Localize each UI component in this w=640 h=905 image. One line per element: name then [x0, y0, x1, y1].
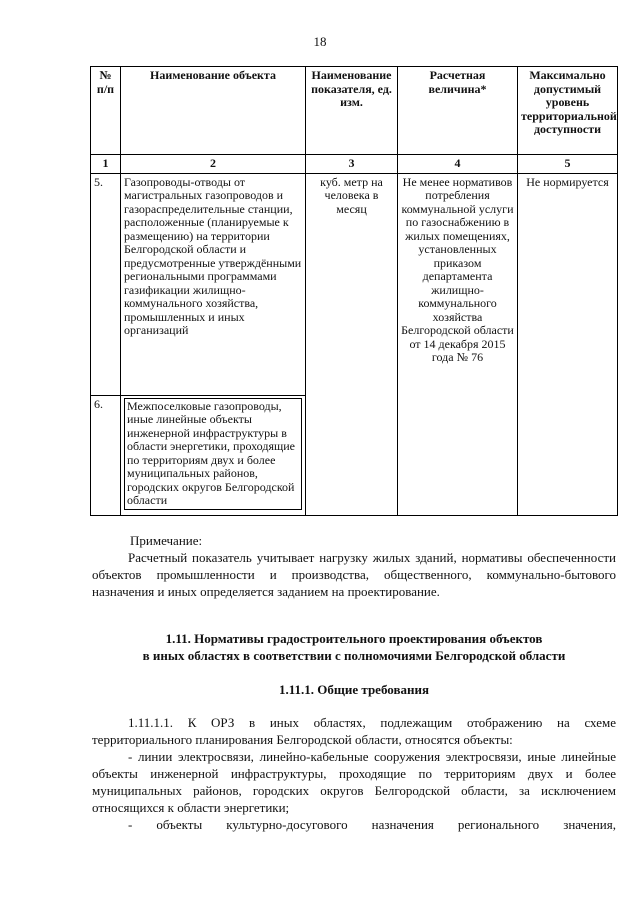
- object-name: [121, 395, 306, 515]
- section-heading: [92, 630, 616, 664]
- note-section: [92, 532, 616, 600]
- list-item: - объекты культурно-досугового назначения регионального значения,: [128, 817, 616, 832]
- column-number: 2: [121, 155, 306, 174]
- body-text: [92, 714, 616, 833]
- paragraph: 1.11.1.1. К ОРЗ в иных областях, подлежащим отображению на схеме территориального планирования Белгородской области, относятся объекты:: [92, 715, 616, 747]
- column-number: 3: [306, 155, 398, 174]
- table-row: [91, 173, 618, 395]
- header-indicator: Наименование показателя, ед. изм.: [306, 67, 398, 155]
- max-accessibility: Не нормируется: [518, 173, 618, 515]
- table-header-row: [91, 67, 618, 155]
- header-value: Расчетная величина*: [398, 67, 518, 155]
- section-heading-line-1: 1.11. Нормативы градостроительного проектирования объектов: [165, 631, 543, 646]
- column-number-row: [91, 155, 618, 174]
- note-label: Примечание:: [130, 533, 203, 548]
- header-num: № п/п: [91, 67, 121, 155]
- section-heading-line-2: в иных областях в соответствии с полномочиями Белгородской области: [142, 648, 566, 663]
- calculated-value: Не менее нормативов потребления коммунальной услуги по газоснабжению в жилых помещениях, установленных приказом департамента жилищно-коммунального хозяйства Белгородской области от 14 декабря 2015 года № 76: [398, 173, 518, 515]
- column-number: 4: [398, 155, 518, 174]
- column-number: 1: [91, 155, 121, 174]
- object-name: Газопроводы-отводы от магистральных газопроводов и газораспределительные станции, расположенные (планируемые к размещению) на территории Белгородской области и предусмотренные утверждёнными региональными программами газификации жилищно-коммунального хозяйства, промышленных и иных организаций: [121, 173, 306, 395]
- header-object: Наименование объекта: [121, 67, 306, 155]
- row-number: 6.: [91, 395, 121, 515]
- norms-table: [90, 66, 618, 516]
- note-text: Расчетный показатель учитывает нагрузку жилых зданий, нормативы обеспеченности объектов промышленности и производства, общественного, коммунально-бытового назначения и иных определяется заданием на проектирование.: [92, 550, 616, 599]
- header-max-level: Максимально допустимый уровень территориальной доступности: [518, 67, 618, 155]
- subsection-heading-block: [92, 681, 616, 698]
- row-number: 5.: [91, 173, 121, 395]
- object-name-box: Межпоселковые газопроводы, иные линейные объекты инженерной инфраструктуры в области энергетики, проходящие по территориям двух и более муниципальных районов, городских округов Белгородской области: [124, 398, 302, 510]
- list-item: - линии электросвязи, линейно-кабельные сооружения электросвязи, иные линейные объекты инженерной инфраструктуры, проходящие по территориям двух и более муниципальных районов, городских округов Белгородской области, за исключением относящихся к области энергетики;: [92, 749, 616, 815]
- indicator-name: куб. метр на человека в месяц: [306, 173, 398, 515]
- subsection-heading: 1.11.1. Общие требования: [279, 682, 429, 697]
- page-number: 18: [313, 34, 327, 49]
- column-number: 5: [518, 155, 618, 174]
